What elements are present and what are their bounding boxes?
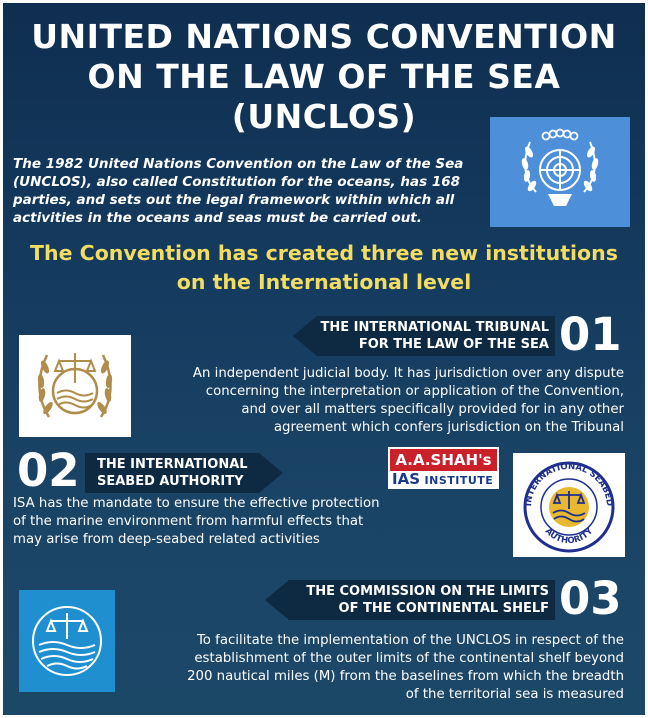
intro-text: [13, 155, 493, 227]
description-line: of the territorial sea is measured: [405, 687, 624, 702]
description-line: ISA has the mandate to ensure the effective protection: [13, 496, 380, 511]
infographic: [3, 3, 645, 715]
institution-description-02: [13, 495, 433, 549]
watermark-ias: IAS: [392, 470, 420, 488]
institution-name-line: THE COMMISSION ON THE LIMITS: [306, 584, 549, 599]
description-line: 200 nautical miles (M) from the baselines from which the breadth: [187, 669, 624, 684]
intro-line: The 1982 United Nations Convention on the Law of the Sea: [13, 156, 464, 172]
description-line: agreement which confers jurisdiction on the Tribunal: [273, 420, 624, 435]
institution-name-line: FOR THE LAW OF THE SEA: [358, 337, 549, 352]
brand-watermark: [388, 447, 499, 489]
intro-line: parties, and sets out the legal framework within which all: [13, 192, 455, 208]
clcs-emblem-icon: [19, 590, 115, 692]
title-line: UNITED NATIONS CONVENTION: [31, 17, 617, 56]
isa-emblem-icon: [513, 453, 625, 557]
institution-description-03: [123, 632, 624, 704]
itlos-emblem-icon: [19, 335, 131, 437]
institution-number-01: 01: [559, 308, 622, 361]
institution-name-line: THE INTERNATIONAL TRIBUNAL: [320, 320, 549, 335]
institution-name-03: [275, 583, 549, 617]
svg-text:AUTHORITY: [543, 526, 596, 546]
heading-line: The Convention has created three new institutions: [30, 241, 618, 265]
institution-name-line: THE INTERNATIONAL: [97, 457, 248, 472]
description-line: establishment of the outer limits of the continental shelf beyond: [194, 651, 624, 666]
heading-line: on the International level: [176, 270, 472, 294]
isa-seal-top-text: INTERNATIONAL SEABED: [523, 461, 615, 507]
title-line: (UNCLOS): [231, 97, 417, 136]
institution-name-02: [97, 456, 267, 490]
institution-name-line: OF THE CONTINENTAL SHELF: [338, 601, 549, 616]
institution-number-03: 03: [559, 572, 622, 625]
isa-seal-bottom-text: AUTHORITY: [542, 526, 596, 547]
intro-line: activities in the oceans and seas must be carried out.: [13, 210, 422, 226]
institution-number-02: 02: [17, 444, 80, 497]
description-line: To facilitate the implementation of the UNCLOS in respect of the: [196, 633, 624, 648]
institution-name-01: [303, 319, 549, 353]
institution-name-line: SEABED AUTHORITY: [97, 474, 244, 489]
watermark-subtitle: [390, 471, 499, 487]
description-line: and over all matters specifically provided for in any other: [241, 402, 624, 417]
description-line: may arise from deep-seabed related activities: [13, 532, 320, 547]
description-line: An independent judicial body. It has jurisdiction over any dispute: [192, 366, 624, 381]
section-heading: [3, 239, 645, 297]
watermark-institute: INSTITUTE: [424, 474, 494, 487]
intro-line: (UNCLOS), also called Constitution for the oceans, has 168: [13, 174, 461, 190]
description-line: concerning the interpretation or application of the Convention,: [205, 384, 624, 399]
description-line: of the marine environment from harmful effects that: [13, 514, 364, 529]
watermark-brand: A.A.SHAH's: [390, 449, 497, 471]
title-line: ON THE LAW OF THE SEA: [87, 57, 561, 96]
un-emblem-icon: [490, 117, 630, 227]
institution-description-01: [133, 365, 624, 437]
